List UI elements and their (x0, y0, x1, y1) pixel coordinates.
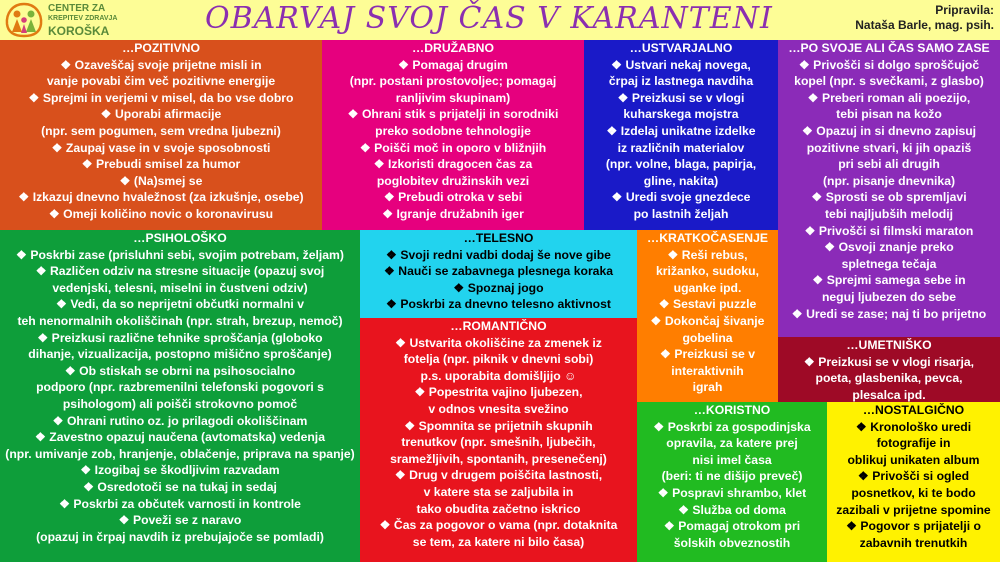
section-line: neguj ljubezen do sebe (821, 289, 957, 304)
section-line: uganke ipd. (673, 280, 742, 295)
section-line: podporo (npr. razbremenilni telefonski pogovori s (36, 380, 324, 395)
section-heading: …KORISTNO (693, 403, 771, 417)
section-line: tebi pisan na kožo (836, 107, 942, 122)
section-line: (npr. postani prostovoljec; pomagaj (349, 74, 557, 89)
section-umetnisko (778, 337, 1000, 402)
section-line: ❖ Uredi se zase; naj ti bo prijetno (791, 306, 987, 321)
section-line: pri sebi ali drugih (838, 157, 940, 172)
section-line: (npr. umivanje zob, hranjenje, oblačenje, priprava na spanje) (5, 446, 355, 461)
section-heading: …ROMANTIČNO (450, 319, 547, 333)
section-line: oblikuj unikaten album (847, 452, 980, 467)
section-line: črpaj iz lastnega navdiha (608, 74, 754, 89)
section-line: trenutkov (npr. smešnih, ljubečih, (401, 435, 596, 450)
section-line: igrah (692, 380, 723, 395)
section-line: ❖ Osvoji znanje preko (824, 240, 954, 255)
section-line: tebi najljubših melodij (825, 206, 953, 221)
section-heading: …NOSTALGIČNO (862, 403, 965, 417)
section-line: ❖ Prebudi otroka v sebi (383, 190, 523, 205)
section-heading: …TELESNO (463, 231, 534, 245)
section-line: v katere sta se zaljubila in (423, 484, 574, 499)
section-line: ❖ Pomagaj otrokom pri (663, 519, 801, 534)
section-line: ❖ Služba od doma (678, 502, 786, 517)
section-line: ❖ Drug v drugem poiščita lastnosti, (394, 468, 603, 483)
section-line: ❖ Izkazuj dnevno hvaležnost (za izkušnje, osebe) (18, 190, 304, 205)
section-line: fotografije in (876, 436, 951, 451)
section-line: ❖ Zavestno opazuj naučena (avtomatska) vedenja (35, 430, 325, 445)
section-line: sramežljivih, spontanih, presenečenj) (390, 451, 607, 466)
section-line: fotelja (npr. piknik v dnevni sobi) (403, 352, 594, 367)
section-line: ❖ Zaupaj vase in v svoje sposobnosti (51, 140, 271, 155)
section-line: ❖ Preberi roman ali poezijo, (807, 90, 971, 105)
section-line: ❖ Izdelaj unikatne izdelke (606, 123, 756, 138)
section-heading: …DRUŽABNO (412, 41, 494, 55)
page-title: OBARVAJ SVOJ ČAS V KARANTENI (205, 1, 773, 36)
section-line: ranljivim skupinam) (395, 90, 511, 105)
section-line: ❖ Popestrita vajino ljubezen, (414, 385, 583, 400)
section-line: po lastnih željah (633, 206, 729, 221)
section-pozitivno (0, 40, 322, 230)
logo (4, 2, 174, 38)
section-line: ❖ Spoznaj jogo (453, 280, 544, 295)
section-line: ❖ Uporabi afirmacije (100, 107, 222, 122)
section-line: se tem, za katere ni bilo časa) (412, 534, 585, 549)
section-druzabno (322, 40, 584, 230)
section-line: ❖ Igranje družabnih iger (382, 206, 524, 221)
section-line: ❖ Privošči si ogled (857, 469, 970, 484)
section-line: (beri: ti ne dišijo preveč) (661, 469, 803, 484)
section-line: teh nenormalnih okoliščinah (npr. strah, brezup, nemoč) (17, 313, 343, 328)
section-heading: …KRATKOČASENJE (647, 231, 768, 245)
author-name: Nataša Barle, mag. psih. (855, 18, 994, 32)
section-line: ❖ Poskrbi za dnevno telesno aktivnost (386, 297, 611, 312)
section-line: ❖ Ustvari nekaj novega, (611, 57, 751, 72)
section-line: p.s. uporabita domišljijo ☺ (420, 368, 577, 383)
section-line: ❖ Ozaveščaj svoje prijetne misli in (60, 57, 262, 72)
section-line: ❖ Pomagaj drugim (398, 57, 508, 72)
section-line: ❖ Svoji redni vadbi dodaj še nove gibe (386, 247, 611, 262)
section-line: ❖ Sestavi puzzle (658, 297, 757, 312)
section-po-svoje (778, 40, 1000, 337)
section-line: ❖ Sprejmi in verjemi v misel, da bo vse dobro (28, 90, 294, 105)
section-line: ❖ Nauči se zabavnega plesnega koraka (383, 264, 614, 279)
logo-line3: KOROŠKA (48, 24, 110, 38)
section-line: ❖ (Na)smej se (119, 173, 203, 188)
family-logo-icon (4, 2, 44, 38)
section-line: vanje povabi čim več pozitivne energije (46, 74, 276, 89)
section-line: dihanje, vizualizacija, postopno mišično sproščanje) (28, 347, 332, 362)
section-line: poeta, glasbenika, pevca, (815, 371, 963, 386)
section-line: (npr. pisanje dnevnika) (822, 173, 956, 188)
section-line: ❖ Različen odziv na stresne situacije (opazuj svoj (35, 264, 325, 279)
section-line: tako obudita začetno iskrico (416, 501, 581, 516)
section-heading: …USTVARJALNO (629, 41, 733, 55)
section-line: psihologom) ali poišči strokovno pomoč (62, 396, 298, 411)
section-line: ❖ Poskrbi za gospodinjska (653, 419, 811, 434)
section-line: opravila, za katere prej (666, 436, 798, 451)
section-ustvarjalno (584, 40, 778, 230)
section-line: ❖ Omeji količino novic o koronavirusu (48, 206, 274, 221)
section-line: ❖ Poskrbi za občutek varnosti in kontrole (59, 496, 301, 511)
section-line: ❖ Spomnita se prijetnih skupnih (404, 418, 593, 433)
logo-text (48, 4, 118, 38)
section-line: nisi imel časa (692, 452, 772, 467)
section-line: ❖ Sprejmi samega sebe in (812, 273, 966, 288)
section-line: ❖ Izkoristi dragocen čas za (373, 157, 533, 172)
section-line: kuharskega mojstra (623, 107, 739, 122)
section-line: poglobitev družinskih vezi (376, 173, 530, 188)
section-line: ❖ Reši rebus, (667, 247, 748, 262)
section-line: ❖ Ohrani rutino oz. jo prilagodi okoliščinam (52, 413, 308, 428)
section-line: ❖ Čas za pogovor o vama (npr. dotaknita (379, 518, 618, 533)
section-line: ❖ Dokončaj šivanje (650, 313, 765, 328)
section-line: ❖ Ob stiskah se obrni na psihosocialno (64, 363, 296, 378)
section-line: ❖ Ohrani stik s prijatelji in sorodniki (347, 107, 559, 122)
section-line: ❖ Izogibaj se škodljivim razvadam (80, 463, 280, 478)
section-line: pozitivne stvari, ki jih opaziš (806, 140, 972, 155)
section-line: ❖ Ustvarita okoliščine za zmenek iz (395, 335, 602, 350)
section-line: spletnega tečaja (841, 256, 937, 271)
section-line: ❖ Preizkusi se v vlogi risarja, (803, 354, 975, 369)
section-kratkocasenje (637, 230, 778, 402)
section-line: zabavnih trenutkih (859, 535, 968, 550)
section-koristno (637, 402, 827, 562)
section-line: (npr. sem pogumen, sem vredna ljubezni) (41, 123, 281, 138)
section-line: ❖ Prebudi smisel za humor (81, 157, 241, 172)
section-line: v odnos vnesita svežino (428, 401, 569, 416)
section-line: iz različnih materialov (617, 140, 745, 155)
section-heading: …PSIHOLOŠKO (133, 231, 227, 245)
section-line: ❖ Osredotoči se na tukaj in sedaj (83, 479, 277, 494)
logo-line1: CENTER ZA (48, 3, 106, 14)
section-line: šolskih obveznostih (673, 535, 791, 550)
section-line: ❖ Uredi svoje gnezdece (611, 190, 751, 205)
section-line: gobelina (682, 330, 733, 345)
section-line: križanko, sudoku, (656, 264, 759, 279)
section-line: zazibali v prijetne spomine (836, 502, 991, 517)
section-line: (opazuj in črpaj navdih iz prebujajoče se pomladi) (36, 529, 324, 544)
section-line: ❖ Poišči moč in oporo v bližnjih (359, 140, 547, 155)
section-line: ❖ Preizkusi se v vlogi (617, 90, 745, 105)
section-line: gline, nakita) (643, 173, 719, 188)
section-line: plesalca ipd. (852, 387, 926, 402)
section-line: (npr. volne, blaga, papirja, (605, 157, 757, 172)
section-line: ❖ Pospravi shrambo, klet (657, 485, 807, 500)
section-nostalgicno (827, 402, 1000, 562)
section-line: ❖ Kronološko uredi (855, 419, 972, 434)
section-line: ❖ Preizkusi različne tehnike sproščanja (globoko (37, 330, 323, 345)
section-line: ❖ Privošči si filmski maraton (804, 223, 974, 238)
section-telesno (360, 230, 637, 318)
header (0, 0, 1000, 40)
section-romanticno (360, 318, 637, 562)
section-psiholosko (0, 230, 360, 562)
section-line: ❖ Sprosti se ob spremljavi (811, 190, 967, 205)
logo-line2: KREPITEV ZDRAVJA (48, 15, 118, 22)
author-credit (855, 3, 994, 33)
section-line: vedenjski, telesni, miselni in čustveni odziv) (52, 280, 308, 295)
section-line: ❖ Opazuj in si dnevno zapisuj (801, 123, 977, 138)
section-heading: …POZITIVNO (122, 41, 200, 55)
section-line: ❖ Poveži se z naravo (118, 513, 242, 528)
section-line: posnetkov, ki te bodo (851, 485, 976, 500)
section-line: interaktivnih (671, 363, 744, 378)
section-heading: …PO SVOJE ALI ČAS SAMO ZASE (788, 41, 990, 55)
section-line: ❖ Privošči si dolgo sproščujoč (798, 57, 980, 72)
section-line: preko sodobne tehnologije (375, 123, 531, 138)
author-label: Pripravila: (935, 3, 994, 17)
section-line: ❖ Pogovor s prijatelji o (846, 519, 981, 534)
section-line: ❖ Vedi, da so neprijetni občutki normalni v (56, 297, 304, 312)
section-heading: …UMETNIŠKO (846, 338, 932, 352)
section-line: ❖ Preizkusi se v (660, 347, 755, 362)
section-line: kopel (npr. s svečkami, z glasbo) (794, 74, 984, 89)
section-line: ❖ Poskrbi zase (prisluhni sebi, svojim potrebam, željam) (16, 247, 344, 262)
